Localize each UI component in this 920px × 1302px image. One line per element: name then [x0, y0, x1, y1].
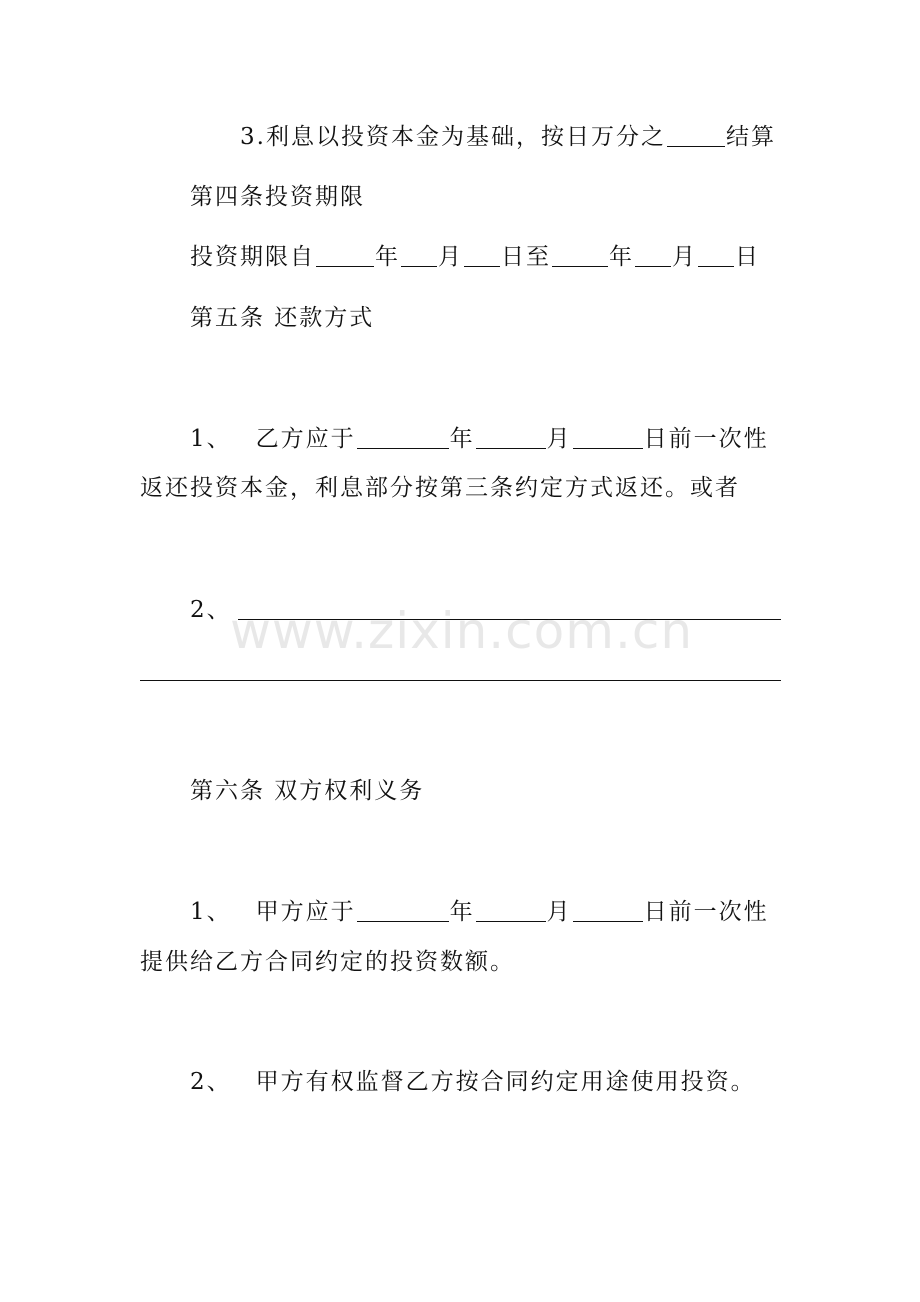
article-4-title: 第四条投资期限: [190, 184, 365, 210]
repay-day-blank[interactable]: [573, 426, 643, 449]
obligation-item-1-continued: 提供给乙方合同约定的投资数额。: [140, 949, 515, 975]
obligation-item-1: 1、 甲方应于 年 月 日前一次性: [190, 899, 769, 925]
provide-month-blank[interactable]: [476, 899, 546, 922]
provide-year-blank[interactable]: [357, 899, 449, 922]
repayment-item-1: 1、 乙方应于 年 月 日前一次性: [190, 426, 769, 452]
start-day-blank[interactable]: [464, 244, 500, 267]
repayment-item-1-continued: 返还投资本金，利息部分按第三条约定方式返还。或者: [140, 475, 740, 501]
end-month-blank[interactable]: [635, 244, 671, 267]
investment-period-line: 投资期限自 年 月 日至 年 月 日: [190, 244, 760, 270]
provide-day-blank[interactable]: [573, 899, 643, 922]
watermark: www.zixin.com.cn: [230, 602, 694, 660]
obligation-item-2: 2、 甲方有权监督乙方按合同约定用途使用投资。: [190, 1069, 756, 1095]
article-5-title: 第五条 还款方式: [190, 305, 375, 331]
end-day-blank[interactable]: [698, 244, 734, 267]
start-month-blank[interactable]: [401, 244, 437, 267]
repayment-item-2-blank-line-2[interactable]: [140, 680, 781, 681]
start-year-blank[interactable]: [316, 244, 374, 267]
repayment-item-2-number: 2、: [190, 597, 232, 623]
end-year-blank[interactable]: [552, 244, 608, 267]
repay-month-blank[interactable]: [476, 426, 546, 449]
article-6-title: 第六条 双方权利义务: [190, 778, 425, 804]
repay-year-blank[interactable]: [357, 426, 449, 449]
interest-clause: 3.利息以投资本金为基础，按日万分之 结算: [240, 124, 776, 150]
rate-blank[interactable]: [667, 124, 725, 147]
